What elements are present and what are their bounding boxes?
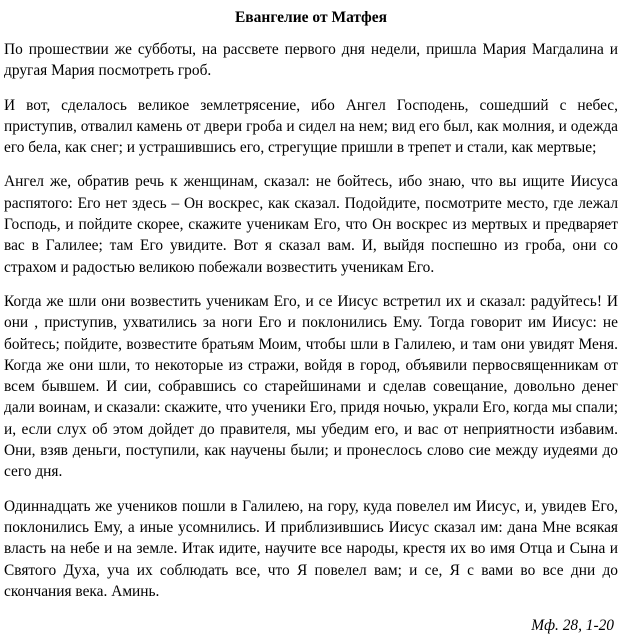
- paragraph-4: Когда же шли они возвестить ученикам Его, и се Иисус встретил их и сказал: радуйтесь! И они , приступив, ухватились за ноги Его и поклонились Ему. Тогда говорит им Иисус: не бойтесь; пойдите, возвестите братьям Моим, чтобы шли в Галилею, и там они увидят Меня. Когда же они шли, то некоторые из стражи, войдя в город, объявили первосвященникам от всем бывшем. И сии, собравшись со старейшинами и сделав совещание, довольно денег дали воинам, и сказали: скажите, что ученики Его, придя ночью, украли Его, когда мы спали; и, если слух об этом дойдет до правителя, мы убедим его, и вас от неприятности избавим. Они, взяв деньги, поступили, как научены были; и пронеслось слово сие между иудеями до сего дня.: [4, 292, 618, 481]
- paragraph-5: Одиннадцать же учеников пошли в Галилею, на гору, куда повелел им Иисус, и, увидев Его, поклонились Ему, а иные усомнились. И приблизившись Иисус сказал им: дана Мне всякая власть на небе и на земле. Итак идите, научите все народы, крестя их во имя Отца и Сына и Святого Духа, уча их соблюдать все, что Я повелел вам; и се, Я с вами во все дни до скончания века. Аминь.: [4, 497, 618, 600]
- paragraph-2: И вот, сделалось великое землетрясение, ибо Ангел Господень, сошедший с небес, приступив, отвалил камень от двери гроба и сидел на нем; вид его был, как молния, и одежда его бела, как снег; и устрашившись его, стрегущие пришли в трепет и стали, как мертвые;: [4, 96, 618, 157]
- document-title: Евангелие от Матфея: [234, 9, 388, 26]
- paragraph-3: Ангел же, обратив речь к женщинам, сказал: не бойтесь, ибо знаю, что вы ищите Иисуса распятого: Его нет здесь – Он воскрес, как сказал. Подойдите, посмотрите место, где лежал Господь, и пойдите скорее, скажите ученикам Его, что Он воскрес из мертвых и предваряет вас в Галилее; там Его увидите. Вот я сказал вам. И, выйдя поспешно из гроба, они со страхом и радостью великою побежали возвестить ученикам Его.: [4, 173, 618, 276]
- scripture-citation: Мф. 28, 1-20: [531, 617, 614, 635]
- paragraph-1: По прошествии же субботы, на рассвете первого дня недели, пришла Мария Магдалина и другая Мария посмотреть гроб.: [4, 41, 618, 80]
